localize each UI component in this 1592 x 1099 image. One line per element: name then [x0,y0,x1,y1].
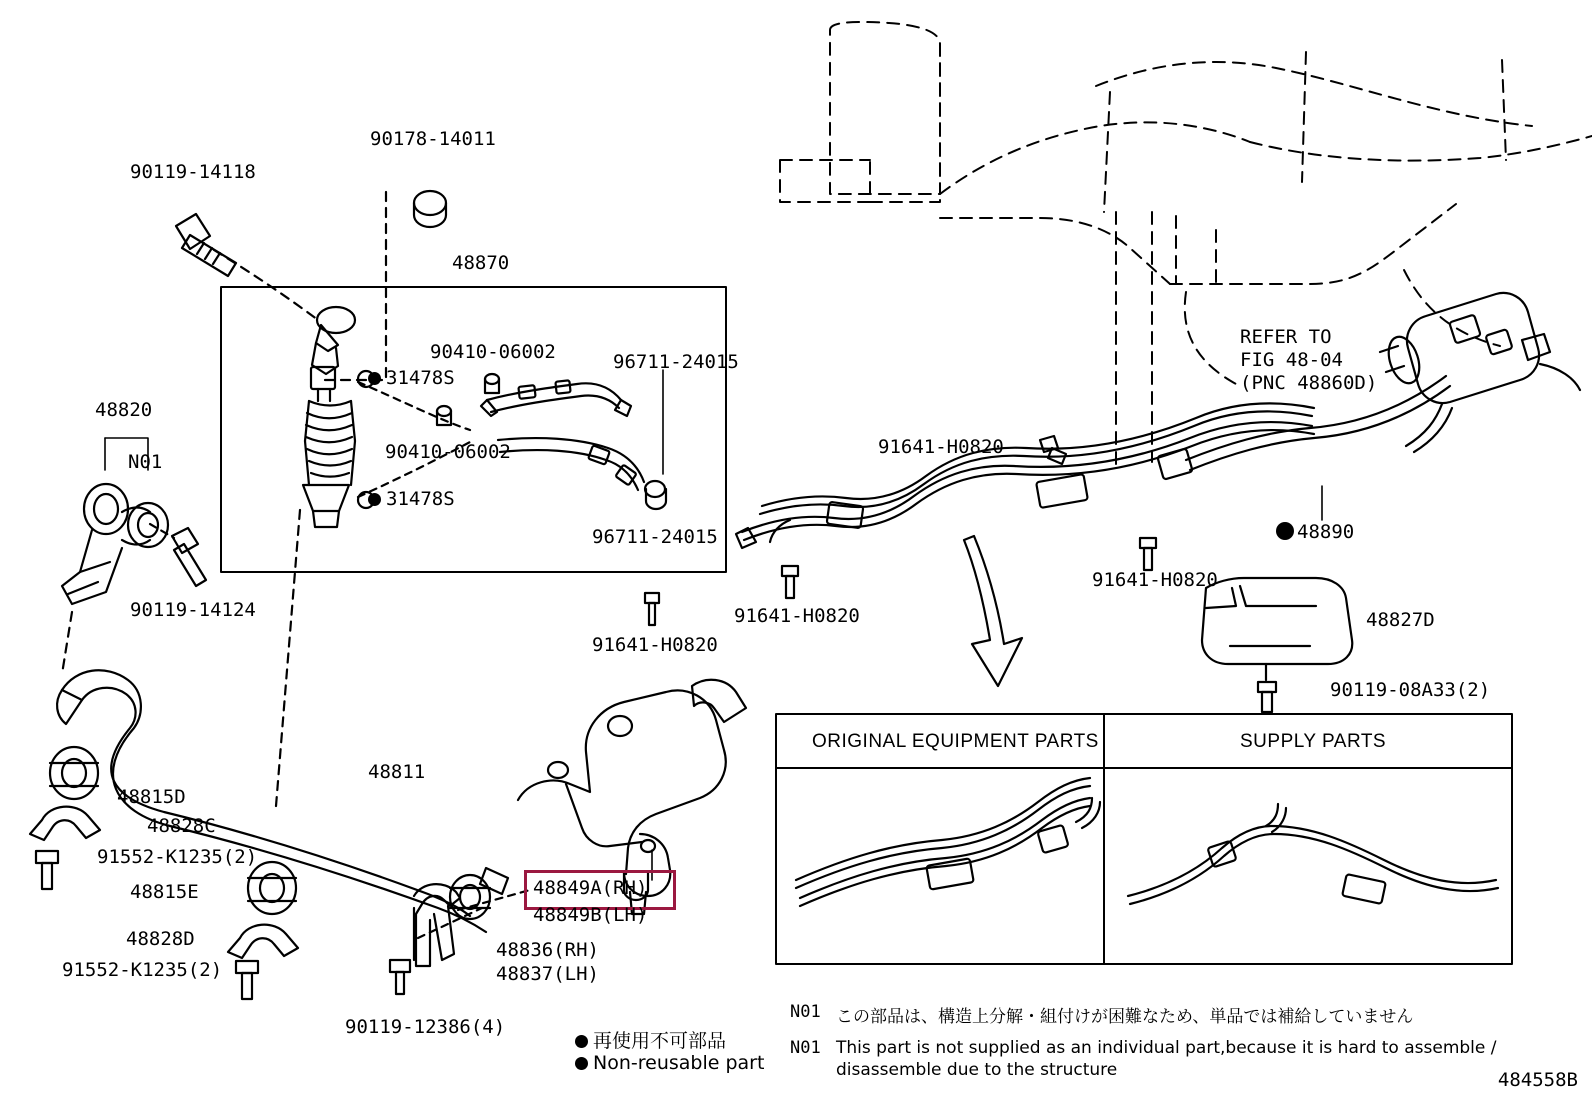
label-90119-14118: 90119-14118 [130,161,256,183]
label-91552-k1235-upper: 91552-K1235(2) [97,846,258,868]
bushing-48849 [450,875,490,919]
note-2-line1: This part is not supplied as an individual part,because it is hard to assemble / [836,1038,1497,1058]
label-48827d: 48827D [1366,609,1435,631]
label-90178-14011: 90178-14011 [370,128,496,150]
label-90410-06002-lower: 90410-06002 [385,441,511,463]
label-n01-48820: N01 [128,451,163,473]
label-48849a: 48849A(RH) [533,877,648,899]
pump-assembly-48860d [1380,293,1580,403]
oe-parts-illustration [796,778,1100,906]
label-96711-24015-lower: 96711-24015 [592,526,718,548]
label-refer-to: REFER TO [1240,326,1332,348]
label-91641-h0820-under-box: 91641-H0820 [592,634,718,656]
label-48820: 48820 [95,399,153,421]
figure-number: 484558B [1497,1069,1578,1091]
label-pnc-48860d: (PNC 48860D) [1240,372,1378,394]
shock-absorber-48870 [303,307,355,527]
bolt-90119-12386 [390,960,410,994]
nut-90178-14011 [414,191,446,227]
supply-parts-illustration [1128,804,1498,904]
label-90119-14124: 90119-14124 [130,599,256,621]
label-91552-k1235-lower: 91552-K1235(2) [62,959,223,981]
label-48870: 48870 [452,252,510,274]
label-48828d: 48828D [126,928,195,950]
label-90119-12386: 90119-12386(4) [345,1016,506,1038]
bolt-90119-08a33 [1258,682,1276,712]
bolt-91641-h0820-upper [1040,436,1066,464]
legend-jp: 再使用不可部品 [575,1026,726,1053]
bracket-48828d [228,925,298,958]
note-1-tag: N01 [790,1002,821,1022]
label-90119-08a33: 90119-08A33(2) [1330,679,1491,701]
label-48811: 48811 [368,761,426,783]
non-reusable-dot-legend-en [575,1057,588,1070]
note-2-tag: N01 [790,1038,821,1058]
bolt-91641-h0820-diagram-left [645,593,659,625]
note-2-line2: disassemble due to the structure [836,1060,1118,1080]
label-91641-h0820-left: 91641-H0820 [734,605,860,627]
bolt-91641-h0820-left [782,566,798,598]
detail-arrow [964,536,1022,686]
table-header-original-equipment-parts: ORIGINAL EQUIPMENT PARTS [812,731,1099,752]
table-header-supply-parts: SUPPLY PARTS [1240,731,1387,752]
label-48815d: 48815D [117,786,186,808]
label-90410-06002-upper: 90410-06002 [430,341,556,363]
non-reusable-dot-31478s-upper [368,372,381,385]
bracket-48828c [30,807,100,840]
hose-96711-24015-lower [498,438,666,509]
label-48849b: 48849B(LH) [533,904,648,926]
bushing-48815d [50,747,98,799]
label-91641-h0820-upper: 91641-H0820 [878,436,1004,458]
label-31478s-lower: 31478S [368,487,455,511]
non-reusable-dot-48890 [1276,522,1294,540]
bolt-90410-06002-lower [437,406,451,425]
stabilizer-link-48820 [62,484,168,604]
label-48828c: 48828C [147,815,216,837]
label-48836: 48836(RH) [496,939,599,961]
note-1-text: この部品は、構造上分解・組付けが困難なため、単品では補給していません [836,1007,1414,1027]
bolt-90410-06002-upper [485,374,499,393]
bolt-90119-14118 [176,214,236,276]
label-48837: 48837(LH) [496,963,599,985]
label-91641-h0820-mid: 91641-H0820 [1092,569,1218,591]
hose-96711-24015-upper [481,380,631,416]
bolt-91552-k1235-upper [36,851,58,889]
label-fig-48-04: FIG 48-04 [1240,349,1343,371]
legend-en: Non-reusable part [575,1052,764,1074]
bracket-48836-48837 [414,884,460,966]
non-reusable-dot-31478s-lower [368,493,381,506]
splash-shield-48827d [1202,578,1352,680]
label-48890: 48890 [1297,521,1355,543]
label-31478s-upper: 31478S [368,366,455,390]
label-96711-24015-upper: 96711-24015 [613,351,739,373]
bolt-91641-h0820-lower-mid [1140,538,1156,570]
bushing-48815e [248,862,296,914]
non-reusable-dot-legend-jp [575,1035,588,1048]
bolt-91552-k1235-lower [236,961,258,999]
label-48815e: 48815E [130,881,199,903]
bolt-90119-14124 [172,528,206,586]
